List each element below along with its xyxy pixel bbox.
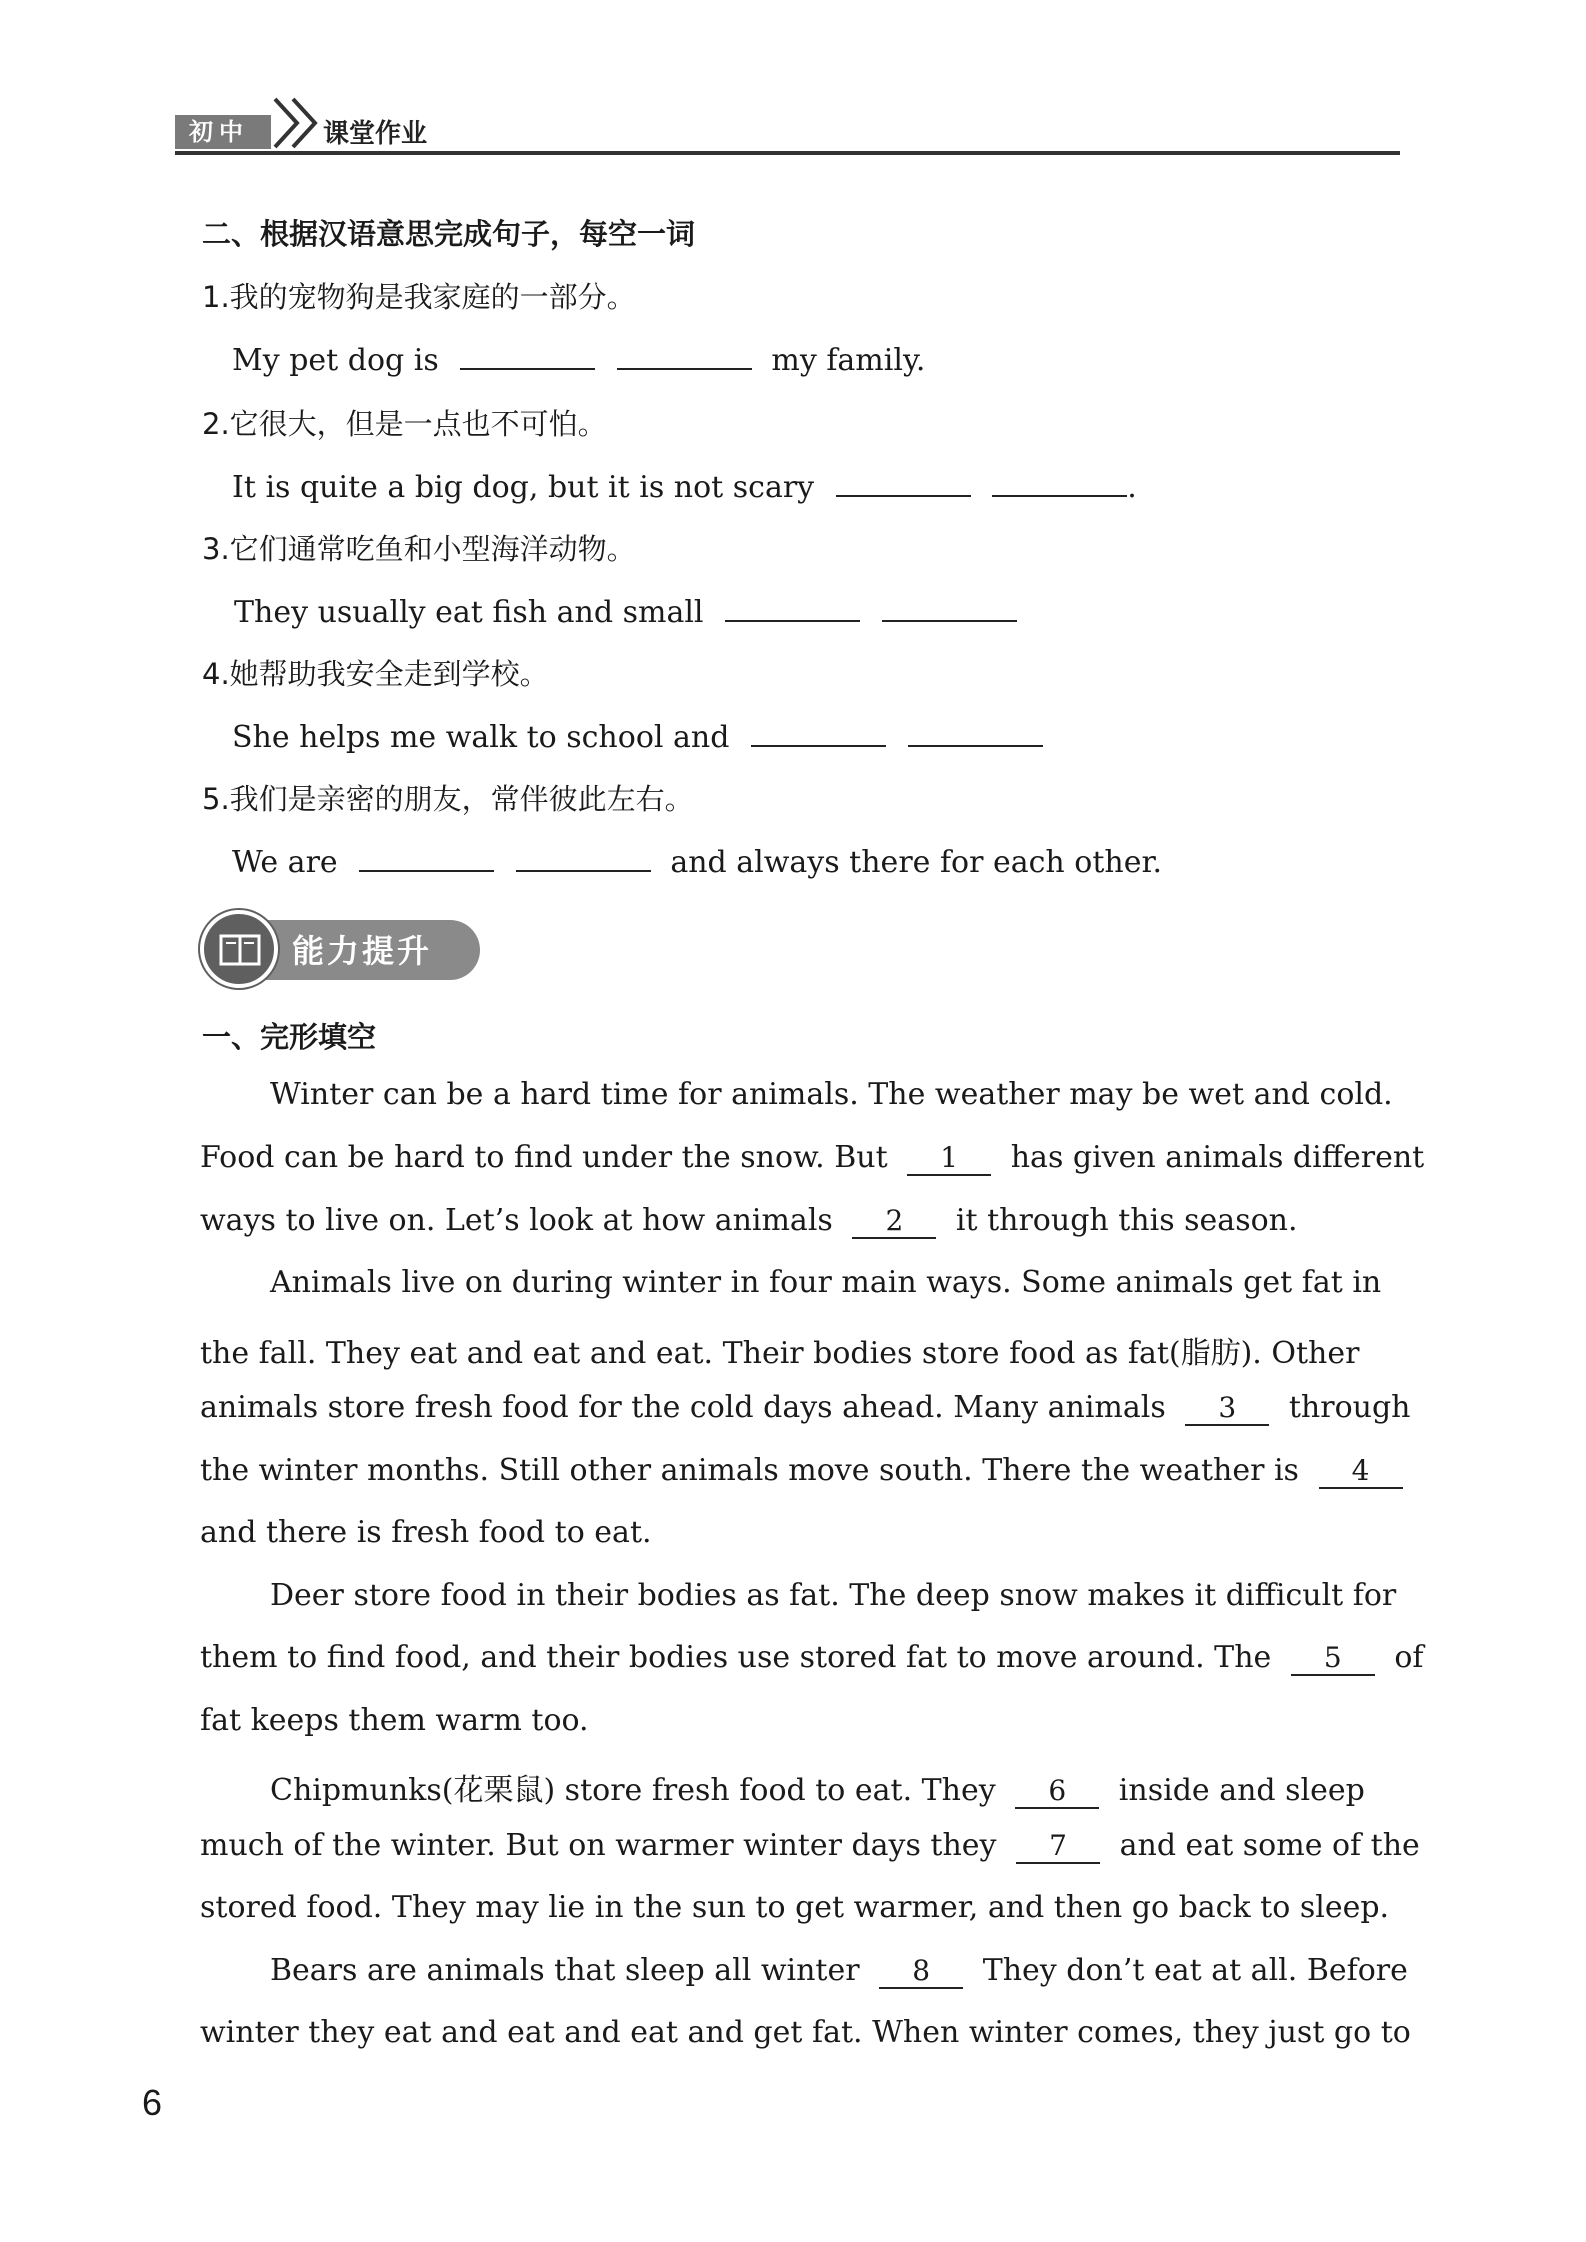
answer-blank[interactable]: [908, 715, 1043, 747]
cloze-blank-8[interactable]: 8: [879, 1954, 963, 1989]
line-text: through: [1288, 1390, 1411, 1425]
cloze-blank-3[interactable]: 3: [1185, 1391, 1269, 1426]
question-en: [234, 590, 1017, 630]
answer-blank[interactable]: [359, 840, 494, 872]
cloze-blank-5[interactable]: 5: [1291, 1641, 1375, 1676]
sentence-start: My pet dog is: [232, 343, 439, 378]
passage-line: [200, 1828, 1420, 1864]
passage-line: [200, 1640, 1424, 1676]
passage-line: [270, 1953, 1408, 1989]
passage-line: Deer store food in their bodies as fat. The deep snow makes it difficult for: [270, 1578, 1397, 1613]
cloze-blank-6[interactable]: 6: [1015, 1774, 1099, 1809]
page-header: [175, 95, 1400, 155]
line-text: Chipmunks(花栗鼠) store fresh food to eat. They: [270, 1773, 996, 1808]
line-text: much of the winter. But on warmer winter days they: [200, 1828, 997, 1863]
question-cn: 1.我的宠物狗是我家庭的一部分。: [202, 280, 636, 314]
grade-badge: 初中: [175, 115, 271, 149]
cloze-blank-4[interactable]: 4: [1319, 1454, 1403, 1489]
passage-line: stored food. They may lie in the sun to get warmer, and then go back to sleep.: [200, 1890, 1390, 1925]
answer-blank[interactable]: [992, 465, 1127, 497]
ability-section-badge: [200, 910, 482, 990]
passage-line: [270, 1765, 1365, 1809]
cloze-blank-2[interactable]: 2: [852, 1204, 936, 1239]
line-text: the winter months. Still other animals move south. There the weather is: [200, 1453, 1299, 1488]
sentence-end: and always there for each other.: [670, 845, 1163, 880]
header-rule: [175, 151, 1400, 155]
sentence-start: It is quite a big dog, but it is not scary: [232, 470, 815, 505]
question-cn: 3.它们通常吃鱼和小型海洋动物。: [202, 532, 636, 566]
answer-blank[interactable]: [882, 590, 1017, 622]
line-text: They don’t eat at all. Before: [982, 1953, 1408, 1988]
answer-blank[interactable]: [460, 338, 595, 370]
question-cn: 4.她帮助我安全走到学校。: [202, 657, 549, 691]
question-en: [232, 715, 1043, 755]
passage-line: the fall. They eat and eat and eat. Their bodies store food as fat(脂肪). Other: [200, 1336, 1360, 1371]
sentence-start: She helps me walk to school and: [232, 720, 730, 755]
passage-line: Winter can be a hard time for animals. The weather may be wet and cold.: [270, 1077, 1393, 1112]
page-number: 6: [142, 2082, 163, 2123]
line-text: them to find food, and their bodies use stored fat to move around. The: [200, 1640, 1272, 1675]
answer-blank[interactable]: [751, 715, 886, 747]
book-icon: [218, 930, 262, 970]
passage-line: Animals live on during winter in four main ways. Some animals get fat in: [270, 1265, 1382, 1300]
question-en: [232, 465, 1137, 505]
sentence-start: We are: [232, 845, 338, 880]
section-heading: 二、根据汉语意思完成句子，每空一词: [202, 217, 696, 251]
answer-blank[interactable]: [725, 590, 860, 622]
passage-line: and there is fresh food to eat.: [200, 1515, 652, 1550]
passage-line: winter they eat and eat and eat and get fat. When winter comes, they just go to: [200, 2015, 1411, 2050]
sentence-end: my family.: [771, 343, 926, 378]
passage-line: [200, 1140, 1424, 1176]
answer-blank[interactable]: [516, 840, 651, 872]
line-text: has given animals different: [1010, 1140, 1425, 1175]
question-en: [232, 338, 925, 378]
line-text: inside and sleep: [1118, 1773, 1365, 1808]
ability-badge-label: 能力提升: [292, 932, 433, 970]
line-text: Bears are animals that sleep all winter: [270, 1953, 860, 1988]
line-text: ways to live on. Let’s look at how animals: [200, 1203, 833, 1238]
passage-line: [200, 1390, 1411, 1426]
cloze-heading: 一、完形填空: [202, 1020, 377, 1054]
passage-line: [200, 1453, 1413, 1489]
sentence-start: They usually eat fish and small: [234, 595, 704, 630]
sentence-end: .: [1127, 470, 1137, 505]
answer-blank[interactable]: [836, 465, 971, 497]
question-cn: 5.我们是亲密的朋友，常伴彼此左右。: [202, 782, 694, 816]
line-text: and eat some of the: [1119, 1828, 1420, 1863]
line-text: it through this season.: [955, 1203, 1298, 1238]
passage-line: fat keeps them warm too.: [200, 1703, 589, 1738]
double-chevron-icon: [267, 95, 327, 151]
cloze-blank-7[interactable]: 7: [1016, 1829, 1100, 1864]
header-title: 课堂作业: [323, 119, 428, 149]
badge-circle: [200, 910, 278, 988]
passage-line: [200, 1203, 1298, 1239]
line-text: animals store fresh food for the cold days ahead. Many animals: [200, 1390, 1166, 1425]
line-text: Food can be hard to find under the snow. But: [200, 1140, 888, 1175]
question-en: [232, 840, 1162, 880]
cloze-blank-1[interactable]: 1: [907, 1141, 991, 1176]
line-text: of: [1394, 1640, 1424, 1675]
question-cn: 2.它很大，但是一点也不可怕。: [202, 407, 607, 441]
answer-blank[interactable]: [617, 338, 752, 370]
